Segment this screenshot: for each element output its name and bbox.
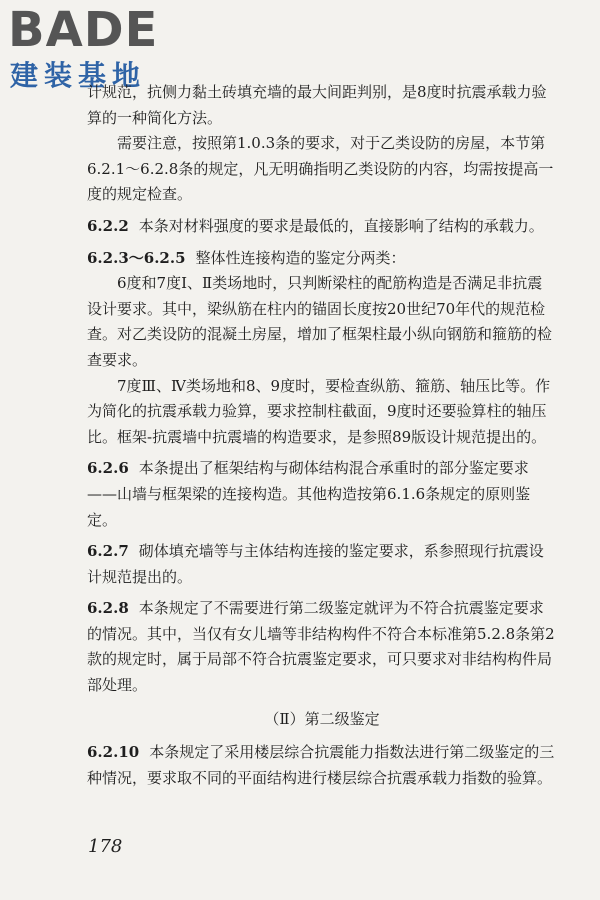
paragraph: 需要注意，按照第1.0.3条的要求，对于乙类设防的房屋，本节第6.2.1～6.2.8条的规定，凡无明确指明乙类设防的内容，均需按提高一度的规定检查。 [87,134,554,204]
logo-chinese: 建装基地 [10,59,147,92]
section-text: 本条规定了采用楼层综合抗震能力指数法进行第二级鉴定的三种情况，要求取不同的平面结构进行楼层综合抗震承载力指数的验算。 [87,743,555,787]
section-6-2-8 [87,596,557,698]
section-6-2-6 [87,456,557,533]
section-number: 6.2.7 [87,542,129,561]
section-text: 本条对材料强度的要求是最低的，直接影响了结构的承载力。 [138,216,544,235]
page-number: 178 [88,836,123,857]
paragraph: 7度Ⅲ、Ⅳ类场地和8、9度时，要检查纵筋、箍筋、轴压比等。作为简化的抗震承载力验算，要求控制柱截面，9度时还要验算柱的轴压比。框架-抗震墙中抗震墙的构造要求，是参照89版设计规范提出的。 [87,376,551,446]
section-6-2-7 [87,539,557,590]
section-number: 6.2.8 [87,599,129,618]
section-text: 整体性连接构造的鉴定分两类： [195,248,406,267]
section-6-2-3-5 [87,246,557,272]
section-6-2-2 [87,214,557,240]
logo-word: BADE [8,2,159,58]
section-text: 本条规定了不需要进行第二级鉴定就评为不符合抗震鉴定要求的情况。其中，当仅有女儿墙等非结构构件不符合本标准第5.2.8条第2款的规定时，属于局部不符合抗震鉴定要求，可只要求对非结构构件局部处理。 [87,599,555,695]
subsection-title: （Ⅱ）第二级鉴定 [264,709,380,728]
paragraph: 计规范，抗侧力黏土砖填充墙的最大间距判别，是8度时抗震承载力验算的一种简化方法。 [87,83,547,127]
section-text: 砌体填充墙等与主体结构连接的鉴定要求，系参照现行抗震设计规范提出的。 [87,542,544,586]
section-number: 6.2.3～6.2.5 [87,248,186,267]
section-text: 本条提出了框架结构与砌体结构混合承重时的部分鉴定要求——山墙与框架梁的连接构造。其他构造按第6.1.6条规定的原则鉴定。 [87,459,531,529]
paragraph: 6度和7度Ⅰ、Ⅱ类场地时，只判断梁柱的配筋构造是否满足非抗震设计要求。其中，梁纵筋在柱内的锚固长度按20世纪70年代的规范检查。对乙类设防的混凝土房屋，增加了框架柱最小纵向钢筋和箍筋的检查要求。 [87,274,553,369]
section-number: 6.2.2 [87,216,129,235]
page-body [87,80,557,791]
section-number: 6.2.10 [87,743,140,762]
section-number: 6.2.6 [87,459,129,478]
section-6-2-10 [87,740,557,791]
